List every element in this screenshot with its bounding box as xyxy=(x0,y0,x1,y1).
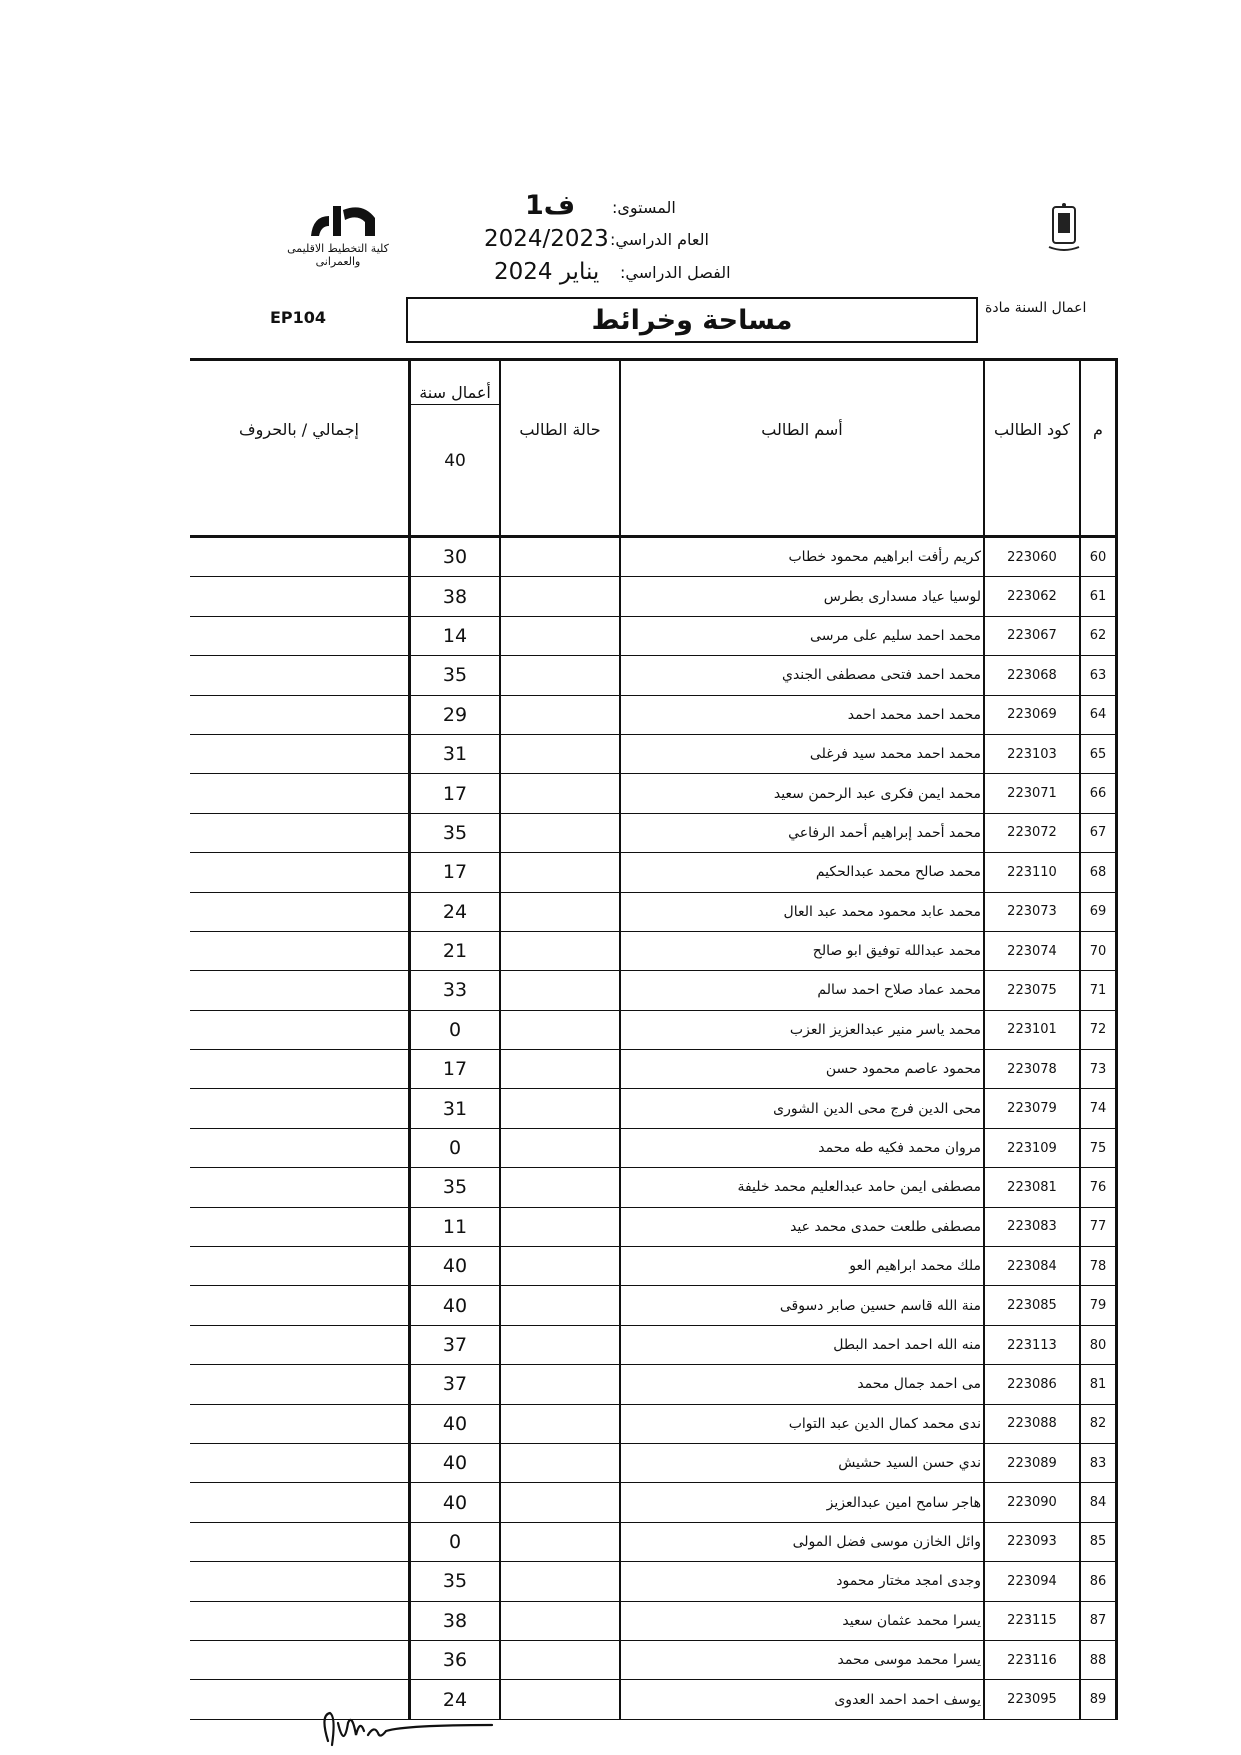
row-student-code: 223093 xyxy=(984,1522,1080,1561)
row-serial: 72 xyxy=(1080,1010,1117,1049)
row-coursework-mark: 31 xyxy=(410,734,501,773)
row-total-in-words xyxy=(190,774,410,813)
table-row xyxy=(190,774,1117,813)
header-coursework xyxy=(410,360,501,537)
row-total-in-words xyxy=(190,1483,410,1522)
row-student-code: 223109 xyxy=(984,1128,1080,1167)
row-total-in-words xyxy=(190,616,410,655)
row-student-status xyxy=(500,1404,620,1443)
table-row xyxy=(190,1404,1117,1443)
table-row xyxy=(190,1562,1117,1601)
table-row xyxy=(190,1207,1117,1246)
row-student-name: محمد احمد محمد سيد فرغلى xyxy=(620,734,984,773)
row-student-name: ندي حسن السيد حشيش xyxy=(620,1443,984,1482)
row-student-status xyxy=(500,774,620,813)
university-logo-icon xyxy=(1045,203,1083,255)
table-row xyxy=(190,1601,1117,1640)
row-student-status xyxy=(500,656,620,695)
row-coursework-mark: 35 xyxy=(410,813,501,852)
row-student-name: يسرا محمد عثمان سعيد xyxy=(620,1601,984,1640)
row-student-code: 223067 xyxy=(984,616,1080,655)
row-total-in-words xyxy=(190,1640,410,1679)
row-student-code: 223113 xyxy=(984,1325,1080,1364)
row-serial: 60 xyxy=(1080,537,1117,577)
row-student-status xyxy=(500,1168,620,1207)
table-row xyxy=(190,813,1117,852)
row-student-name: كريم رأفت ابراهيم محمود خطاب xyxy=(620,537,984,577)
row-student-code: 223085 xyxy=(984,1286,1080,1325)
table-row xyxy=(190,1247,1117,1286)
row-coursework-mark: 35 xyxy=(410,1562,501,1601)
row-student-name: ملك محمد ابراهيم العو xyxy=(620,1247,984,1286)
course-title: مساحة وخرائط xyxy=(591,304,793,336)
table-row xyxy=(190,892,1117,931)
row-student-status xyxy=(500,1207,620,1246)
row-coursework-mark: 40 xyxy=(410,1404,501,1443)
row-total-in-words xyxy=(190,1128,410,1167)
row-total-in-words xyxy=(190,1404,410,1443)
row-serial: 69 xyxy=(1080,892,1117,931)
row-student-code: 223071 xyxy=(984,774,1080,813)
row-total-in-words xyxy=(190,1325,410,1364)
row-total-in-words xyxy=(190,971,410,1010)
row-student-status xyxy=(500,931,620,970)
row-total-in-words xyxy=(190,577,410,616)
row-student-code: 223081 xyxy=(984,1168,1080,1207)
row-total-in-words xyxy=(190,892,410,931)
row-coursework-mark: 40 xyxy=(410,1247,501,1286)
row-student-name: محى الدين فرج محى الدين الشورى xyxy=(620,1089,984,1128)
row-total-in-words xyxy=(190,1010,410,1049)
row-student-name: محمد ايمن فكرى عبد الرحمن سعيد xyxy=(620,774,984,813)
row-student-status xyxy=(500,1050,620,1089)
header-student-name: أسم الطالب xyxy=(620,360,984,537)
row-serial: 64 xyxy=(1080,695,1117,734)
row-total-in-words xyxy=(190,1365,410,1404)
row-student-status xyxy=(500,537,620,577)
row-coursework-mark: 30 xyxy=(410,537,501,577)
row-student-name: محمد أحمد إبراهيم أحمد الرفاعي xyxy=(620,813,984,852)
row-serial: 86 xyxy=(1080,1562,1117,1601)
row-student-code: 223089 xyxy=(984,1443,1080,1482)
row-student-status xyxy=(500,577,620,616)
row-student-name: منه الله احمد احمد البطل xyxy=(620,1325,984,1364)
year-value: 2024/2023 xyxy=(484,226,609,252)
row-student-code: 223083 xyxy=(984,1207,1080,1246)
row-serial: 61 xyxy=(1080,577,1117,616)
table-row xyxy=(190,695,1117,734)
row-serial: 71 xyxy=(1080,971,1117,1010)
row-student-code: 223072 xyxy=(984,813,1080,852)
row-coursework-mark: 24 xyxy=(410,892,501,931)
row-serial: 76 xyxy=(1080,1168,1117,1207)
header-serial: م xyxy=(1080,360,1117,537)
faculty-name-line2: والعمرانى xyxy=(315,255,361,268)
header-total-in-words: إجمالي / بالحروف xyxy=(190,360,410,537)
row-coursework-mark: 40 xyxy=(410,1286,501,1325)
course-code: EP104 xyxy=(270,308,327,327)
row-total-in-words xyxy=(190,1089,410,1128)
row-student-code: 223078 xyxy=(984,1050,1080,1089)
row-student-name: لوسيا عياد مسدارى بطرس xyxy=(620,577,984,616)
row-coursework-mark: 37 xyxy=(410,1325,501,1364)
term-value: يناير 2024 xyxy=(494,259,600,285)
table-header-row xyxy=(190,360,1117,537)
row-student-code: 223074 xyxy=(984,931,1080,970)
row-student-status xyxy=(500,1562,620,1601)
row-student-status xyxy=(500,892,620,931)
row-coursework-mark: 21 xyxy=(410,931,501,970)
row-coursework-mark: 40 xyxy=(410,1443,501,1482)
row-student-name: محمد احمد فتحى مصطفى الجندي xyxy=(620,656,984,695)
handwritten-signature xyxy=(316,1705,496,1755)
row-serial: 66 xyxy=(1080,774,1117,813)
row-student-status xyxy=(500,1247,620,1286)
row-student-name: مى احمد جمال محمد xyxy=(620,1365,984,1404)
row-student-name: محمد احمد سليم على مرسى xyxy=(620,616,984,655)
level-label: المستوى: xyxy=(612,198,676,217)
row-total-in-words xyxy=(190,1247,410,1286)
table-row xyxy=(190,971,1117,1010)
row-student-name: وائل الخازن موسى فضل المولى xyxy=(620,1522,984,1561)
row-serial: 63 xyxy=(1080,656,1117,695)
row-serial: 80 xyxy=(1080,1325,1117,1364)
row-coursework-mark: 40 xyxy=(410,1483,501,1522)
table-row xyxy=(190,1325,1117,1364)
table-row xyxy=(190,1010,1117,1049)
row-total-in-words xyxy=(190,1562,410,1601)
row-coursework-mark: 35 xyxy=(410,656,501,695)
row-coursework-mark: 33 xyxy=(410,971,501,1010)
table-row xyxy=(190,537,1117,577)
row-serial: 73 xyxy=(1080,1050,1117,1089)
table-row xyxy=(190,1483,1117,1522)
row-student-status xyxy=(500,1325,620,1364)
row-serial: 65 xyxy=(1080,734,1117,773)
table-row xyxy=(190,1286,1117,1325)
table-row xyxy=(190,1443,1117,1482)
row-student-status xyxy=(500,813,620,852)
table-row xyxy=(190,1365,1117,1404)
row-total-in-words xyxy=(190,931,410,970)
row-coursework-mark: 17 xyxy=(410,853,501,892)
row-student-status xyxy=(500,1640,620,1679)
row-student-name: هاجر سامح امين عبدالعزيز xyxy=(620,1483,984,1522)
row-student-name: محمد عابد محمود محمد عبد العال xyxy=(620,892,984,931)
row-student-name: مصطفى ايمن حامد عبدالعليم محمد خليفة xyxy=(620,1168,984,1207)
header-coursework-max: 40 xyxy=(444,450,466,471)
row-student-name: وجدى امجد مختار محمود xyxy=(620,1562,984,1601)
row-student-status xyxy=(500,616,620,655)
row-student-code: 223095 xyxy=(984,1680,1080,1719)
row-coursework-mark: 14 xyxy=(410,616,501,655)
table-row xyxy=(190,1168,1117,1207)
row-serial: 88 xyxy=(1080,1640,1117,1679)
row-student-name: محمد صالح محمد عبدالحكيم xyxy=(620,853,984,892)
row-student-name: منة الله قاسم حسين صابر دسوقى xyxy=(620,1286,984,1325)
row-student-status xyxy=(500,1443,620,1482)
row-student-code: 223069 xyxy=(984,695,1080,734)
row-total-in-words xyxy=(190,537,410,577)
faculty-name xyxy=(283,242,393,268)
row-total-in-words xyxy=(190,734,410,773)
row-student-name: محمد عبدالله توفيق ابو صالح xyxy=(620,931,984,970)
row-serial: 70 xyxy=(1080,931,1117,970)
term-label: الفصل الدراسي: xyxy=(620,263,731,282)
row-student-code: 223073 xyxy=(984,892,1080,931)
row-total-in-words xyxy=(190,656,410,695)
row-serial: 77 xyxy=(1080,1207,1117,1246)
row-total-in-words xyxy=(190,813,410,852)
row-serial: 75 xyxy=(1080,1128,1117,1167)
row-coursework-mark: 31 xyxy=(410,1089,501,1128)
header-student-code: كود الطالب xyxy=(984,360,1080,537)
row-serial: 82 xyxy=(1080,1404,1117,1443)
table-row xyxy=(190,1050,1117,1089)
row-coursework-mark: 0 xyxy=(410,1522,501,1561)
row-coursework-mark: 38 xyxy=(410,1601,501,1640)
row-student-status xyxy=(500,734,620,773)
row-serial: 83 xyxy=(1080,1443,1117,1482)
row-student-name: ندى محمد كمال الدين عبد التواب xyxy=(620,1404,984,1443)
row-serial: 62 xyxy=(1080,616,1117,655)
row-total-in-words xyxy=(190,1443,410,1482)
row-student-status xyxy=(500,1680,620,1719)
table-row xyxy=(190,853,1117,892)
row-student-code: 223079 xyxy=(984,1089,1080,1128)
row-student-status xyxy=(500,1522,620,1561)
row-student-status xyxy=(500,1601,620,1640)
table-row xyxy=(190,1640,1117,1679)
row-student-name: يسرا محمد موسى محمد xyxy=(620,1640,984,1679)
table-row xyxy=(190,931,1117,970)
row-student-name: محمود عاصم محمود حسن xyxy=(620,1050,984,1089)
row-student-name: مروان محمد فكيه طه محمد xyxy=(620,1128,984,1167)
row-student-status xyxy=(500,1128,620,1167)
table-row xyxy=(190,656,1117,695)
row-student-status xyxy=(500,1483,620,1522)
row-student-code: 223086 xyxy=(984,1365,1080,1404)
row-total-in-words xyxy=(190,1601,410,1640)
grades-sheet xyxy=(190,358,1107,1720)
row-serial: 85 xyxy=(1080,1522,1117,1561)
row-student-code: 223115 xyxy=(984,1601,1080,1640)
row-serial: 89 xyxy=(1080,1680,1117,1719)
table-row xyxy=(190,1522,1117,1561)
row-student-code: 223060 xyxy=(984,537,1080,577)
table-row xyxy=(190,577,1117,616)
row-student-status xyxy=(500,853,620,892)
row-student-name: محمد عماد صلاح احمد سالم xyxy=(620,971,984,1010)
row-coursework-mark: 37 xyxy=(410,1365,501,1404)
row-total-in-words xyxy=(190,1207,410,1246)
year-label: العام الدراسي: xyxy=(610,230,709,249)
row-student-status xyxy=(500,695,620,734)
row-student-code: 223075 xyxy=(984,971,1080,1010)
coursework-label: اعمال السنة مادة xyxy=(985,300,1087,316)
row-serial: 74 xyxy=(1080,1089,1117,1128)
row-student-code: 223110 xyxy=(984,853,1080,892)
header-coursework-title: أعمال سنة xyxy=(411,380,499,405)
row-serial: 68 xyxy=(1080,853,1117,892)
row-student-status xyxy=(500,971,620,1010)
row-student-code: 223101 xyxy=(984,1010,1080,1049)
row-total-in-words xyxy=(190,853,410,892)
row-coursework-mark: 35 xyxy=(410,1168,501,1207)
row-serial: 67 xyxy=(1080,813,1117,852)
row-total-in-words xyxy=(190,1168,410,1207)
row-student-code: 223103 xyxy=(984,734,1080,773)
row-coursework-mark: 17 xyxy=(410,774,501,813)
row-student-code: 223094 xyxy=(984,1562,1080,1601)
row-student-status xyxy=(500,1286,620,1325)
faculty-name-line1: كلية التخطيط الاقليمى xyxy=(287,242,389,255)
table-row xyxy=(190,616,1117,655)
row-coursework-mark: 29 xyxy=(410,695,501,734)
row-student-status xyxy=(500,1365,620,1404)
row-student-status xyxy=(500,1010,620,1049)
row-student-status xyxy=(500,1089,620,1128)
row-student-code: 223088 xyxy=(984,1404,1080,1443)
row-student-name: محمد ياسر منير عبدالعزيز العزب xyxy=(620,1010,984,1049)
row-student-name: مصطفى طلعت حمدى محمد عيد xyxy=(620,1207,984,1246)
row-student-name: يوسف احمد احمد العدوى xyxy=(620,1680,984,1719)
row-coursework-mark: 17 xyxy=(410,1050,501,1089)
grades-table xyxy=(190,358,1118,1720)
row-coursework-mark: 38 xyxy=(410,577,501,616)
level-value: ف1 xyxy=(525,190,576,221)
header-student-status: حالة الطالب xyxy=(500,360,620,537)
table-row xyxy=(190,1128,1117,1167)
row-serial: 84 xyxy=(1080,1483,1117,1522)
row-student-code: 223068 xyxy=(984,656,1080,695)
row-student-code: 223084 xyxy=(984,1247,1080,1286)
course-title-box xyxy=(406,297,978,343)
row-total-in-words xyxy=(190,695,410,734)
row-serial: 79 xyxy=(1080,1286,1117,1325)
row-serial: 81 xyxy=(1080,1365,1117,1404)
table-row xyxy=(190,1089,1117,1128)
row-student-code: 223062 xyxy=(984,577,1080,616)
row-coursework-mark: 24 xyxy=(410,1680,501,1719)
row-total-in-words xyxy=(190,1286,410,1325)
row-student-name: محمد احمد محمد احمد xyxy=(620,695,984,734)
row-coursework-mark: 11 xyxy=(410,1207,501,1246)
row-coursework-mark: 36 xyxy=(410,1640,501,1679)
row-serial: 87 xyxy=(1080,1601,1117,1640)
row-total-in-words xyxy=(190,1050,410,1089)
row-coursework-mark: 0 xyxy=(410,1128,501,1167)
row-student-code: 223090 xyxy=(984,1483,1080,1522)
table-row xyxy=(190,734,1117,773)
row-coursework-mark: 0 xyxy=(410,1010,501,1049)
row-student-code: 223116 xyxy=(984,1640,1080,1679)
row-serial: 78 xyxy=(1080,1247,1117,1286)
table-body xyxy=(190,537,1117,1720)
row-total-in-words xyxy=(190,1522,410,1561)
